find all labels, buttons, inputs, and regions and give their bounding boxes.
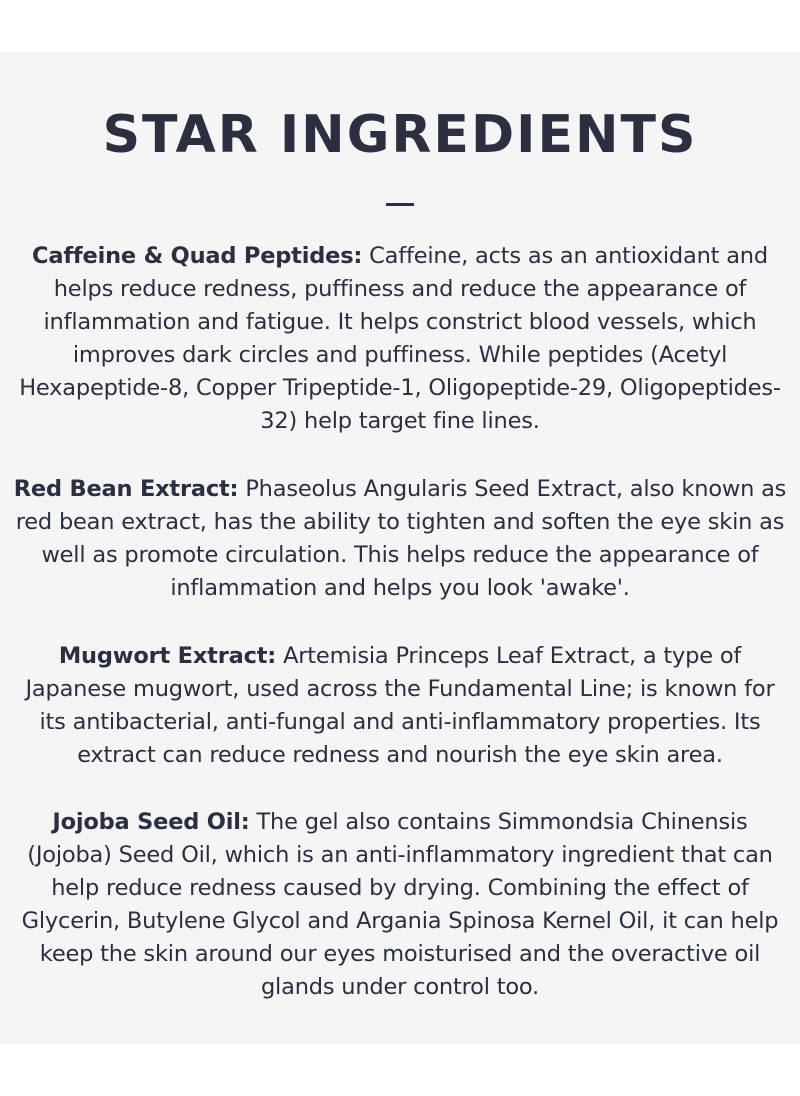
- ingredient-section: [10, 473, 790, 605]
- ingredient-heading: Jojoba Seed Oil:: [52, 809, 250, 835]
- ingredient-heading: Red Bean Extract:: [13, 476, 239, 502]
- title-divider: [386, 203, 414, 206]
- ingredient-heading: Caffeine & Quad Peptides:: [32, 243, 363, 269]
- ingredient-description: Phaseolus Angularis Seed Extract, also known as red bean extract, has the ability to tighten and soften the eye skin as well as promote circulation. This helps reduce the appearance of inflammation and helps you look 'awake'.: [15, 476, 787, 601]
- ingredient-description: Caffeine, acts as an antioxidant and helps reduce redness, puffiness and reduce the appearance of inflammation and fatigue. It helps constrict blood vessels, which improves dark circles and puffiness. While peptides (Acetyl Hexapeptide-8, Copper Tripeptide-1, Oligopeptide-29, Oligopeptides-32) help target fine lines.: [19, 243, 781, 434]
- ingredient-description: Artemisia Princeps Leaf Extract, a type of Japanese mugwort, used across the Fundamental Line; is known for its antibacterial, anti-fungal and anti-inflammatory properties. Its extract can reduce redness and nourish the eye skin area.: [25, 643, 775, 768]
- page-title: STAR INGREDIENTS: [102, 105, 698, 165]
- ingredient-section: [10, 640, 790, 772]
- ingredient-heading: Mugwort Extract:: [58, 643, 277, 669]
- ingredient-description: The gel also contains Simmondsia Chinensis (Jojoba) Seed Oil, which is an anti-inflammatory ingredient that can help reduce redness caused by drying. Combining the effect of Glycerin, Butylene Glycol and Argania Spinosa Kernel Oil, it can help keep the skin around our eyes moisturised and the overactive oil glands under control too.: [21, 809, 779, 1000]
- ingredient-section: [10, 806, 790, 1004]
- ingredient-section: [10, 240, 790, 438]
